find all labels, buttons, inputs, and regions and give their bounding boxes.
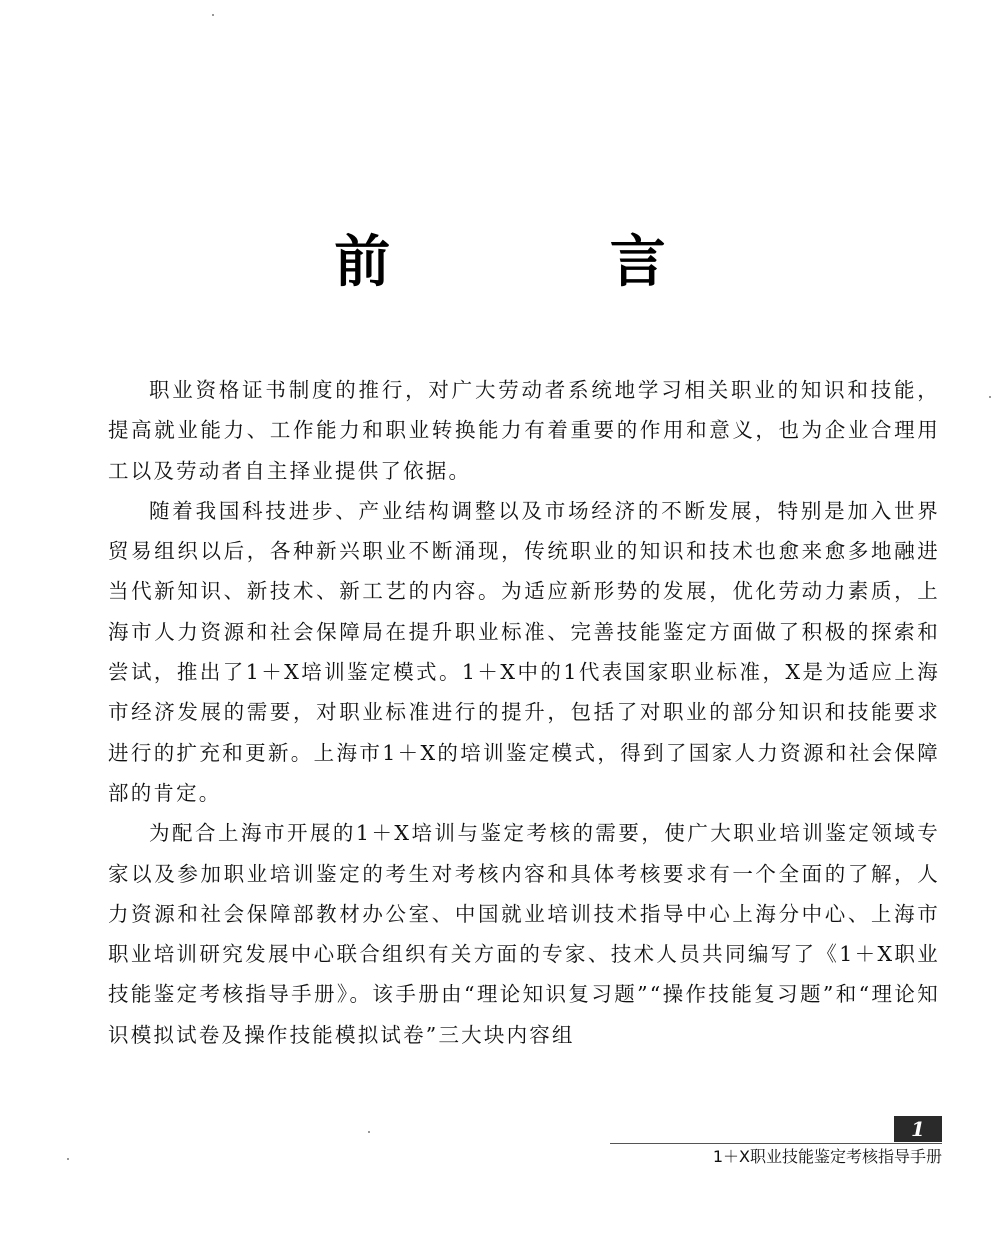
page-title: 前 言 xyxy=(334,230,766,295)
page-number: 1 xyxy=(894,1116,942,1142)
scan-speck xyxy=(368,1131,370,1133)
scan-speck xyxy=(212,14,214,16)
footer-book-title: 1＋X职业技能鉴定考核指导手册 xyxy=(712,1147,942,1166)
footer-divider xyxy=(610,1143,942,1144)
scan-speck xyxy=(989,396,991,398)
paragraph-3: 为配合上海市开展的1＋X培训与鉴定考核的需要，使广大职业培训鉴定领域专家以及参加职业培训鉴定的考生对考核内容和具体考核要求有一个全面的了解，人力资源和社会保障部教材办公室、中国就业培训技术指导中心上海分中心、上海市职业培训研究发展中心联合组织有关方面的专家、技术人员共同编写了《1＋X职业技能鉴定考核指导手册》。该手册由“理论知识复习题”“操作技能复习题”和“理论知识模拟试卷及操作技能模拟试卷”三大块内容组 xyxy=(108,821,940,1047)
scan-speck xyxy=(67,1158,69,1160)
paragraph-2: 随着我国科技进步、产业结构调整以及市场经济的不断发展，特别是加入世界贸易组织以后，各种新兴职业不断涌现，传统职业的知识和技术也愈来愈多地融进当代新知识、新技术、新工艺的内容。为适应新形势的发展，优化劳动力素质，上海市人力资源和社会保障局在提升职业标准、完善技能鉴定方面做了积极的探索和尝试，推出了1＋X培训鉴定模式。1＋X中的1代表国家职业标准，X是为适应上海市经济发展的需要，对职业标准进行的提升，包括了对职业的部分知识和技能要求进行的扩充和更新。上海市1＋X的培训鉴定模式，得到了国家人力资源和社会保障部的肯定。 xyxy=(108,498,940,805)
body-text xyxy=(108,370,940,1055)
paragraph-1: 职业资格证书制度的推行，对广大劳动者系统地学习相关职业的知识和技能，提高就业能力、工作能力和职业转换能力有着重要的作用和意义，也为企业合理用工以及劳动者自主择业提供了依据。 xyxy=(108,378,940,483)
